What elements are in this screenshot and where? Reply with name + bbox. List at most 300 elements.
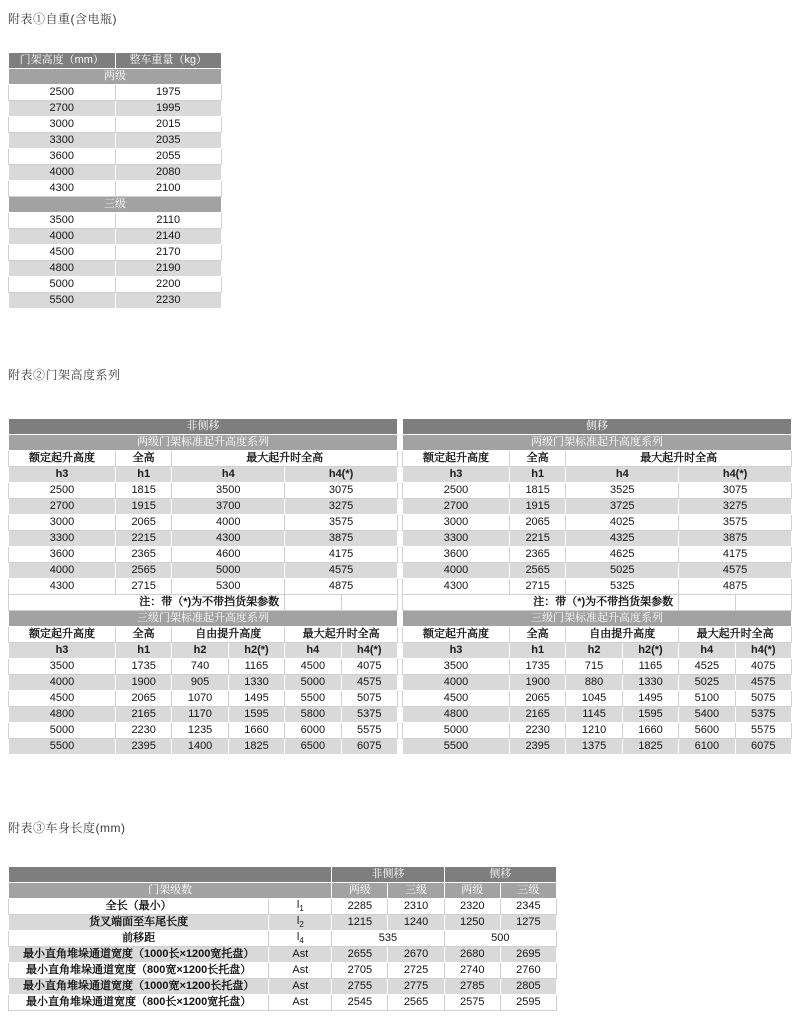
table-row [403,531,792,547]
data-cell: 1250 [444,915,500,931]
data-cell: 1815 [115,483,171,499]
data-cell: 5300 [172,579,285,595]
data-cell: 5500 [9,293,116,309]
data-cell: 3725 [566,499,679,515]
table-row [403,419,792,435]
data-cell: 1275 [500,915,556,931]
table-row [9,643,398,659]
data-cell: 4500 [403,691,510,707]
data-cell: 1735 [509,659,565,675]
table-row [403,723,792,739]
symbol-header: h3 [403,643,510,659]
symbol-cell: Ast [269,995,332,1011]
row-label: 最小直角堆垛通道宽度（1000长×1200宽托盘） [9,947,269,963]
data-cell: 1235 [172,723,228,739]
table-row [403,707,792,723]
data-cell: 2700 [403,499,510,515]
data-cell: 2395 [115,739,171,755]
data-cell: 6000 [285,723,341,739]
data-cell: 3575 [679,515,792,531]
data-cell: 4000 [403,563,510,579]
data-cell: 2715 [509,579,565,595]
data-cell: 2695 [500,947,556,963]
data-cell: 2035 [115,133,222,149]
data-cell: 500 [444,931,556,947]
data-cell: 2805 [500,979,556,995]
table-row [403,515,792,531]
table-row [9,595,398,611]
section-header: 两级门架标准起升高度系列 [403,435,792,451]
table-row [403,467,792,483]
empty-cell [679,595,735,611]
group-header: 最大起升时全高 [172,451,398,467]
data-cell: 4000 [9,229,116,245]
symbol-header: h1 [115,643,171,659]
data-cell: 2755 [332,979,388,995]
table-row [403,595,792,611]
table-row [9,245,222,261]
data-cell: 2015 [115,117,222,133]
data-cell: 2165 [115,707,171,723]
group-header: 额定起升高度 [9,627,116,643]
data-cell: 4300 [9,579,116,595]
data-cell: 2725 [388,963,444,979]
data-cell: 1815 [509,483,565,499]
data-cell: 2140 [115,229,222,245]
table2-title: 附表②门架高度系列 [8,368,121,382]
data-cell: 1825 [622,739,678,755]
section-header: 三级门架标准起升高度系列 [9,611,398,627]
data-cell: 6075 [341,739,397,755]
data-cell: 5575 [341,723,397,739]
data-cell: 4800 [403,707,510,723]
table-row [403,659,792,675]
data-cell: 4175 [285,547,398,563]
table-row [9,451,398,467]
data-cell: 2215 [115,531,171,547]
data-cell: 5000 [172,563,285,579]
data-cell: 1070 [172,691,228,707]
corner-cell [9,867,332,883]
data-cell: 2395 [509,739,565,755]
symbol-header: h3 [9,467,116,483]
data-cell: 3700 [172,499,285,515]
data-cell: 1660 [622,723,678,739]
table-row [9,979,557,995]
data-cell: 5000 [9,277,116,293]
table-row [9,53,222,69]
data-cell: 2565 [509,563,565,579]
table-row [403,451,792,467]
table-row [403,691,792,707]
table-row [9,691,398,707]
body-length-table [8,866,557,1011]
shift-mode-header: 非侧移 [332,867,444,883]
data-cell: 3875 [679,531,792,547]
data-cell: 2595 [500,995,556,1011]
data-cell: 4525 [679,659,735,675]
row-label: 最小直角堆垛通道宽度（800长×1200宽托盘） [9,995,269,1011]
table-row [9,995,557,1011]
row-label: 最小直角堆垛通道宽度（1000宽×1200长托盘） [9,979,269,995]
table-row [9,69,222,85]
table-row [9,261,222,277]
symbol-header: h1 [115,467,171,483]
stage-sub-header: 两级 [332,883,388,899]
symbol-cell: $l_1$ [269,899,332,915]
data-cell: 1495 [622,691,678,707]
table-row [403,643,792,659]
data-cell: 4300 [172,531,285,547]
symbol-header: h4 [566,467,679,483]
data-cell: 5400 [679,707,735,723]
group-header: 全高 [509,627,565,643]
section-header: 三级 [9,197,222,213]
group-header: 最大起升时全高 [285,627,398,643]
table-row [9,277,222,293]
group-header: 全高 [509,451,565,467]
data-cell: 3600 [403,547,510,563]
table-row [9,531,398,547]
table-row [9,627,398,643]
data-cell: 4175 [679,547,792,563]
data-cell: 3300 [9,133,116,149]
shift-mode-header: 非侧移 [9,419,398,435]
data-cell: 5100 [679,691,735,707]
table-row [9,723,398,739]
data-cell: 3275 [679,499,792,515]
shift-mode-header: 侧移 [444,867,556,883]
data-cell: 4300 [403,579,510,595]
table-row [9,293,222,309]
group-header: 额定起升高度 [9,451,116,467]
symbol-header: h3 [9,643,116,659]
data-cell: 1975 [115,85,222,101]
data-cell: 6100 [679,739,735,755]
data-cell: 2760 [500,963,556,979]
data-cell: 1825 [228,739,284,755]
data-cell: 1330 [622,675,678,691]
data-cell: 2320 [444,899,500,915]
data-cell: 2365 [509,547,565,563]
symbol-cell: $l_4$ [269,931,332,947]
group-header: 全高 [115,627,171,643]
data-cell: 2310 [388,899,444,915]
data-cell: 740 [172,659,228,675]
data-cell: 5000 [9,723,116,739]
symbol-header: h2 [566,643,622,659]
data-cell: 1995 [115,101,222,117]
table-row [9,867,557,883]
data-cell: 2785 [444,979,500,995]
data-cell: 2500 [9,483,116,499]
data-cell: 3600 [9,149,116,165]
table-row [403,435,792,451]
data-cell: 5025 [679,675,735,691]
section-header: 两级门架标准起升高度系列 [9,435,398,451]
data-cell: 5800 [285,707,341,723]
data-cell: 1330 [228,675,284,691]
data-cell: 3500 [403,659,510,675]
data-cell: 5500 [285,691,341,707]
data-cell: 2500 [403,483,510,499]
table-row [9,213,222,229]
data-cell: 1165 [228,659,284,675]
data-cell: 4500 [285,659,341,675]
row-label: 前移距 [9,931,269,947]
data-cell: 2065 [509,691,565,707]
data-cell: 3000 [9,117,116,133]
group-header: 额定起升高度 [403,627,510,643]
table-row [9,435,398,451]
table-row [9,499,398,515]
data-cell: 1900 [115,675,171,691]
data-cell: 1145 [566,707,622,723]
column-header: 门架高度（mm） [9,53,116,69]
table-row [403,547,792,563]
data-cell: 3300 [9,531,116,547]
shift-mode-header: 侧移 [403,419,792,435]
symbol-header: h4(*) [285,467,398,483]
data-cell: 4600 [172,547,285,563]
table-row [9,85,222,101]
data-cell: 3500 [9,659,116,675]
data-cell: 5500 [403,739,510,755]
data-cell: 4300 [9,181,116,197]
data-cell: 1660 [228,723,284,739]
empty-cell [285,595,341,611]
table-row [403,483,792,499]
data-cell: 6075 [735,739,791,755]
data-cell: 1400 [172,739,228,755]
symbol-cell: Ast [269,963,332,979]
data-cell: 3500 [9,213,116,229]
group-header: 最大起升时全高 [679,627,792,643]
table-row [9,611,398,627]
table-row [9,563,398,579]
data-cell: 2345 [500,899,556,915]
section-header: 三级门架标准起升高度系列 [403,611,792,627]
symbol-header: h1 [509,643,565,659]
data-cell: 1210 [566,723,622,739]
data-cell: 4575 [285,563,398,579]
data-cell: 2065 [115,515,171,531]
data-cell: 2190 [115,261,222,277]
table-row [403,739,792,755]
data-cell: 3575 [285,515,398,531]
data-cell: 2230 [115,723,171,739]
data-cell: 5575 [735,723,791,739]
data-cell: 2545 [332,995,388,1011]
symbol-header: h2 [172,643,228,659]
symbol-header: h4 [679,643,735,659]
data-cell: 3075 [285,483,398,499]
table-row [9,419,398,435]
table1-title: 附表①自重(含电瓶) [8,12,117,26]
data-cell: 2080 [115,165,222,181]
data-cell: 4075 [341,659,397,675]
data-cell: 3500 [172,483,285,499]
data-cell: 2500 [9,85,116,101]
data-cell: 2705 [332,963,388,979]
data-cell: 5500 [9,739,116,755]
data-cell: 2700 [9,101,116,117]
table-row [403,627,792,643]
data-cell: 4000 [403,675,510,691]
mast-height-table-non-sideshift [8,418,398,755]
stage-sub-header: 三级 [388,883,444,899]
data-cell: 1170 [172,707,228,723]
symbol-header: h4(*) [679,467,792,483]
group-header: 自由提升高度 [566,627,679,643]
data-cell: 715 [566,659,622,675]
data-cell: 2565 [388,995,444,1011]
table-row [9,707,398,723]
symbol-cell: Ast [269,979,332,995]
table-row [9,515,398,531]
symbol-header: h2(*) [228,643,284,659]
symbol-cell: Ast [269,947,332,963]
data-cell: 1915 [115,499,171,515]
data-cell: 4800 [9,707,116,723]
data-cell: 4500 [9,691,116,707]
data-cell: 2230 [115,293,222,309]
data-cell: 5325 [566,579,679,595]
empty-cell [735,595,791,611]
data-cell: 5075 [341,691,397,707]
data-cell: 880 [566,675,622,691]
row-label: 全长（最小） [9,899,269,915]
note-cell: 注：带（*)为不带挡货架参数 [403,595,679,611]
data-cell: 2065 [115,691,171,707]
empty-cell [341,595,397,611]
row-label: 货叉端面至车尾长度 [9,915,269,931]
data-cell: 3075 [679,483,792,499]
symbol-header: h2(*) [622,643,678,659]
table-row [403,563,792,579]
table-row [9,467,398,483]
table-row [9,883,557,899]
data-cell: 2700 [9,499,116,515]
data-cell: 1595 [622,707,678,723]
data-cell: 5375 [735,707,791,723]
data-cell: 5000 [285,675,341,691]
table-row [9,675,398,691]
data-cell: 3000 [403,515,510,531]
table-row [9,149,222,165]
data-cell: 905 [172,675,228,691]
data-cell: 4575 [341,675,397,691]
group-header: 最大起升时全高 [566,451,792,467]
data-cell: 3875 [285,531,398,547]
data-cell: 2285 [332,899,388,915]
data-cell: 4000 [9,165,116,181]
data-cell: 2680 [444,947,500,963]
data-cell: 2365 [115,547,171,563]
group-header: 额定起升高度 [403,451,510,467]
group-header: 全高 [115,451,171,467]
data-cell: 4575 [679,563,792,579]
data-cell: 1375 [566,739,622,755]
column-header: 整车重量（kg） [115,53,222,69]
data-cell: 4025 [566,515,679,531]
table-row [403,611,792,627]
data-cell: 2230 [509,723,565,739]
table-row [403,675,792,691]
table-row [9,931,557,947]
data-cell: 3300 [403,531,510,547]
table-row [9,483,398,499]
table-row [9,947,557,963]
data-cell: 2170 [115,245,222,261]
symbol-header: h1 [509,467,565,483]
stage-sub-header: 两级 [444,883,500,899]
data-cell: 535 [332,931,444,947]
data-cell: 2100 [115,181,222,197]
table-row [9,899,557,915]
data-cell: 1240 [388,915,444,931]
symbol-header: h3 [403,467,510,483]
table-row [9,915,557,931]
table-row [9,165,222,181]
data-cell: 4325 [566,531,679,547]
table-row [9,101,222,117]
note-cell: 注：带（*)为不带挡货架参数 [9,595,285,611]
symbol-header: h4(*) [735,643,791,659]
data-cell: 2575 [444,995,500,1011]
mast-height-table-sideshift [402,418,792,755]
data-cell: 4575 [735,675,791,691]
section-header: 两级 [9,69,222,85]
data-cell: 2740 [444,963,500,979]
table-row [9,117,222,133]
data-cell: 4500 [9,245,116,261]
data-cell: 5000 [403,723,510,739]
table-row [9,659,398,675]
data-cell: 6500 [285,739,341,755]
data-cell: 2670 [388,947,444,963]
table-row [9,963,557,979]
table-row [9,229,222,245]
data-cell: 1045 [566,691,622,707]
data-cell: 2215 [509,531,565,547]
data-cell: 2165 [509,707,565,723]
data-cell: 2775 [388,979,444,995]
data-cell: 1915 [509,499,565,515]
data-cell: 3275 [285,499,398,515]
data-cell: 4875 [679,579,792,595]
symbol-header: h4(*) [341,643,397,659]
data-cell: 4000 [172,515,285,531]
data-cell: 4000 [9,675,116,691]
data-cell: 5375 [341,707,397,723]
data-cell: 2110 [115,213,222,229]
data-cell: 4875 [285,579,398,595]
table-row [403,579,792,595]
data-cell: 5025 [566,563,679,579]
table-row [9,579,398,595]
data-cell: 4075 [735,659,791,675]
symbol-header: h4 [285,643,341,659]
data-cell: 2065 [509,515,565,531]
data-cell: 4000 [9,563,116,579]
data-cell: 2055 [115,149,222,165]
data-cell: 5600 [679,723,735,739]
data-cell: 4800 [9,261,116,277]
data-cell: 1900 [509,675,565,691]
data-cell: 1165 [622,659,678,675]
table-row [9,739,398,755]
